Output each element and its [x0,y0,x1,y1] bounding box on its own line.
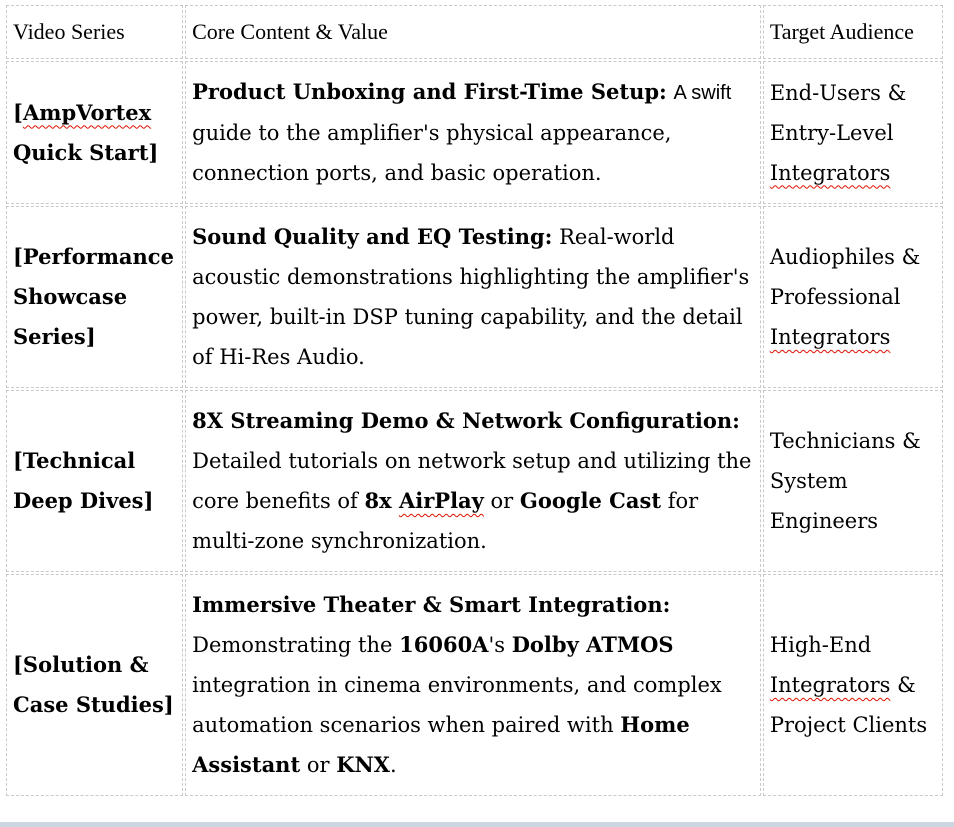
text-run: Product Unboxing and First-Time Setup: [192,79,667,104]
spellcheck-flagged-text-run: Integrators [769,160,891,185]
table-row [6,390,943,572]
text-run: 8X Streaming Demo & Network Configuration: [192,408,740,433]
spellcheck-flagged-text-run: Integrators [769,325,891,349]
cell-core-content [185,61,761,204]
text-run: Google Cast [519,488,662,513]
column-header-target-audience: Target Audience [763,5,943,59]
header-row [6,5,943,59]
text-run: guide to the amplifier's physical appearance, connection ports, and basic operation. [192,121,672,185]
text-run: for multi-zone synchronization. [192,489,699,553]
text-run: Home Assistant [192,712,690,777]
text-run: Real-world acoustic demonstrations highlighting the amplifier's power, built-in DSP tuning capability, and the detail of Hi-Res Audio. [192,225,750,369]
cell-video-series [6,61,183,204]
text-run: KNX [336,752,390,777]
table-row [6,206,943,388]
text-run: A swift [673,82,732,104]
text-run: [Performance Showcase Series] [13,244,174,349]
text-run: End-Users & Entry-Level [769,80,907,145]
text-run: Detailed tutorials on network setup and utilizing the core benefits of [192,449,752,513]
text-run: High-End [769,633,872,657]
table-row [6,61,943,204]
text-run: 16060A [399,632,489,657]
cell-target-audience [763,61,943,204]
cell-video-series [6,390,183,572]
text-run: 's [488,633,512,657]
text-run: & Project Clients [769,673,928,737]
spellcheck-flagged-text-run: Integrators [769,673,891,697]
text-run: 8x [364,488,399,513]
text-run: Sound Quality and EQ Testing: [192,224,553,249]
spellcheck-flagged-text-run: AirPlay [398,488,484,513]
cell-video-series [6,206,183,388]
text-run: [Technical Deep Dives] [13,448,154,513]
text-run: integration in cinema environments, and complex automation scenarios when paired with [192,673,722,737]
content-table [4,3,945,798]
text-run: or [483,489,520,513]
text-run: [ [13,99,23,125]
text-run: Dolby ATMOS [511,632,674,657]
cell-core-content [185,206,761,388]
cell-target-audience [763,390,943,572]
table-row [6,574,943,796]
text-run: Demonstrating the [192,633,400,657]
spellcheck-flagged-text-run: AmpVortex [22,99,152,125]
text-run: [Solution & Case Studies] [13,652,174,717]
column-header-core-content: Core Content & Value [185,5,761,59]
cell-video-series [6,574,183,796]
bottom-scroll-strip [0,822,954,827]
text-run: Immersive Theater & Smart Integration: [192,592,671,617]
cell-core-content [185,574,761,796]
cell-core-content [185,390,761,572]
text-run: or [300,753,337,777]
column-header-video-series: Video Series [6,5,183,59]
cell-target-audience [763,206,943,388]
text-run: Quick Start] [13,139,159,165]
cell-target-audience [763,574,943,796]
text-run: Audiophiles & Professional [769,245,921,309]
document-page [4,3,950,798]
text-run: . [389,753,397,777]
text-run: Technicians & System Engineers [769,429,921,533]
